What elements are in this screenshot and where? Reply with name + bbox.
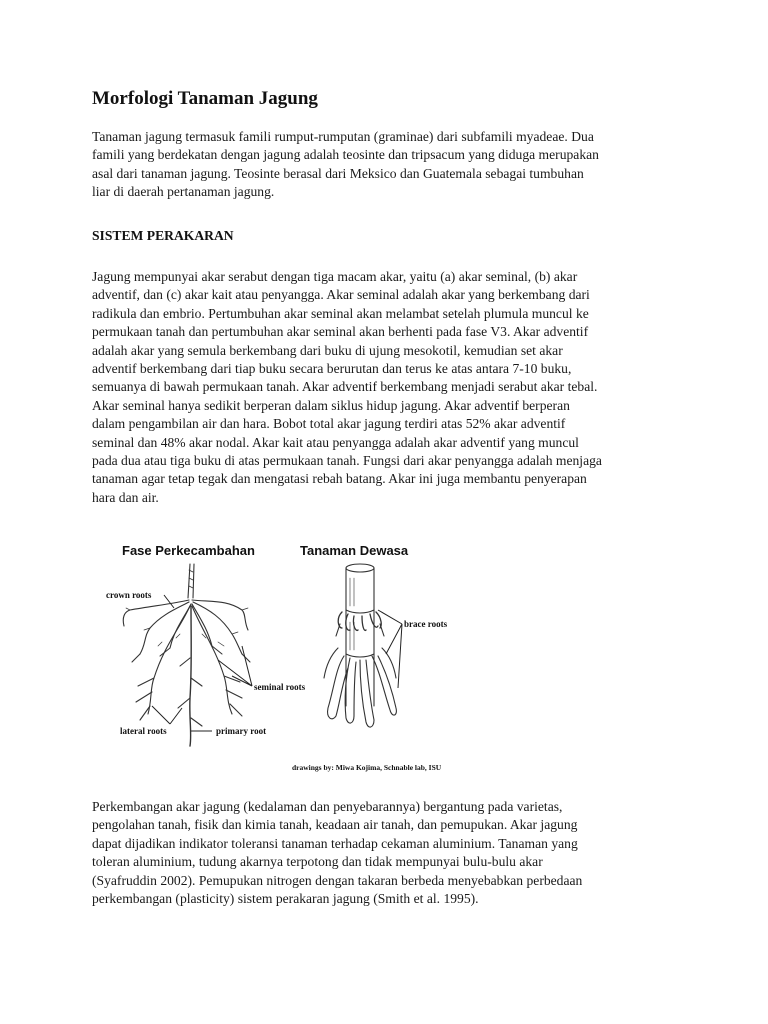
text-line: tanaman agar tetap tegak dan mengatasi rebah batang. Akar ini juga membantu penyerapan xyxy=(92,471,587,487)
text-line: adventif, dan (c) akar kait atau penyangga. Akar seminal adalah akar yang berkembang dari xyxy=(92,287,590,303)
label-lateral-roots: lateral roots xyxy=(120,726,167,736)
text-line: seminal dan 48% akar nodal. Akar kait atau penyangga adalah akar adventif yang muncul xyxy=(92,434,579,450)
label-brace-roots: brace roots xyxy=(404,619,448,629)
text-line: radikula dan embrio. Pertumbuhan akar seminal akan melambat setelah plumula muncul ke xyxy=(92,305,589,321)
text-line: asal dari tanaman jagung. Teosinte berasal dari Meksico dan Guatemala sebagai tumbuhan xyxy=(92,165,584,181)
text-line: pada dua atau tiga buku di atas permukaan tanah. Fungsi dari akar penyangga adalah menjaga xyxy=(92,453,602,469)
text-line: famili yang berdekatan dengan jagung adalah teosinte dan tripsacum yang diduga merupakan xyxy=(92,147,599,163)
figure-credit: drawings by: Miwa Kojima, Schnable lab, ISU xyxy=(292,763,442,772)
root-system-figure xyxy=(92,538,462,778)
page-title: Morfologi Tanaman Jagung xyxy=(92,88,318,109)
text-line: perkembangan (plasticity) sistem perakaran jagung (Smith et al. 1995). xyxy=(92,891,479,907)
text-line: semuanya di bawah permukaan tanah. Akar adventif berkembang menjadi serabut akar tebal. xyxy=(92,379,598,395)
roots-paragraph xyxy=(92,268,686,507)
mature-plant-drawing xyxy=(324,564,396,727)
figure-heading-mature: Tanaman Dewasa xyxy=(300,543,409,558)
text-line: hara dan air. xyxy=(92,489,159,505)
text-line: adventif berkembang dari tiap buku secara berurutan dan terus ke atas antara 7-10 buku, xyxy=(92,361,572,377)
text-line: Tanaman jagung termasuk famili rumput-rumputan (graminae) dari subfamili myadeae. Dua xyxy=(92,129,594,144)
section-heading: SISTEM PERAKARAN xyxy=(92,228,234,243)
text-line: Akar seminal hanya sedikit berperan dalam siklus hidup jagung. Akar adventif berperan xyxy=(92,397,570,413)
label-primary-root: primary root xyxy=(216,726,267,736)
text-line: dapat dijadikan indikator toleransi tanaman terhadap cekaman aluminium. Tanaman yang xyxy=(92,835,578,851)
text-line: Jagung mempunyai akar serabut dengan tiga macam akar, yaitu (a) akar seminal, (b) akar xyxy=(92,269,578,284)
text-line: liar di daerah pertanaman jagung. xyxy=(92,184,275,200)
text-line: Perkembangan akar jagung (kedalaman dan penyebarannya) bergantung pada varietas, xyxy=(92,799,563,814)
label-crown-roots: crown roots xyxy=(106,590,152,600)
figure-heading-seedling: Fase Perkecambahan xyxy=(122,543,255,558)
intro-paragraph xyxy=(92,128,686,202)
text-line: (Syafruddin 2002). Pemupukan nitrogen dengan takaran berbeda menyebabkan perbedaan xyxy=(92,872,583,888)
closing-paragraph xyxy=(92,798,686,908)
text-line: toleran aluminium, tudung akarnya terpotong dan tidak mempunyai bulu-bulu akar xyxy=(92,854,543,870)
text-line: permukaan tanah dan pertumbuhan akar seminal akan berhenti pada fase V3. Akar adventif xyxy=(92,324,589,340)
text-line: pengolahan tanah, fisik dan kimia tanah, keadaan air tanah, dan pemupukan. Akar jagung xyxy=(92,817,578,833)
text-line: dalam pengambilan air dan hara. Bobot total akar jagung terdiri atas 52% akar adventif xyxy=(92,416,566,432)
text-line: adalah akar yang semula berkembang dari buku di ujung mesokotil, kemudian set akar xyxy=(92,342,563,358)
label-seminal-roots: seminal roots xyxy=(254,682,306,692)
